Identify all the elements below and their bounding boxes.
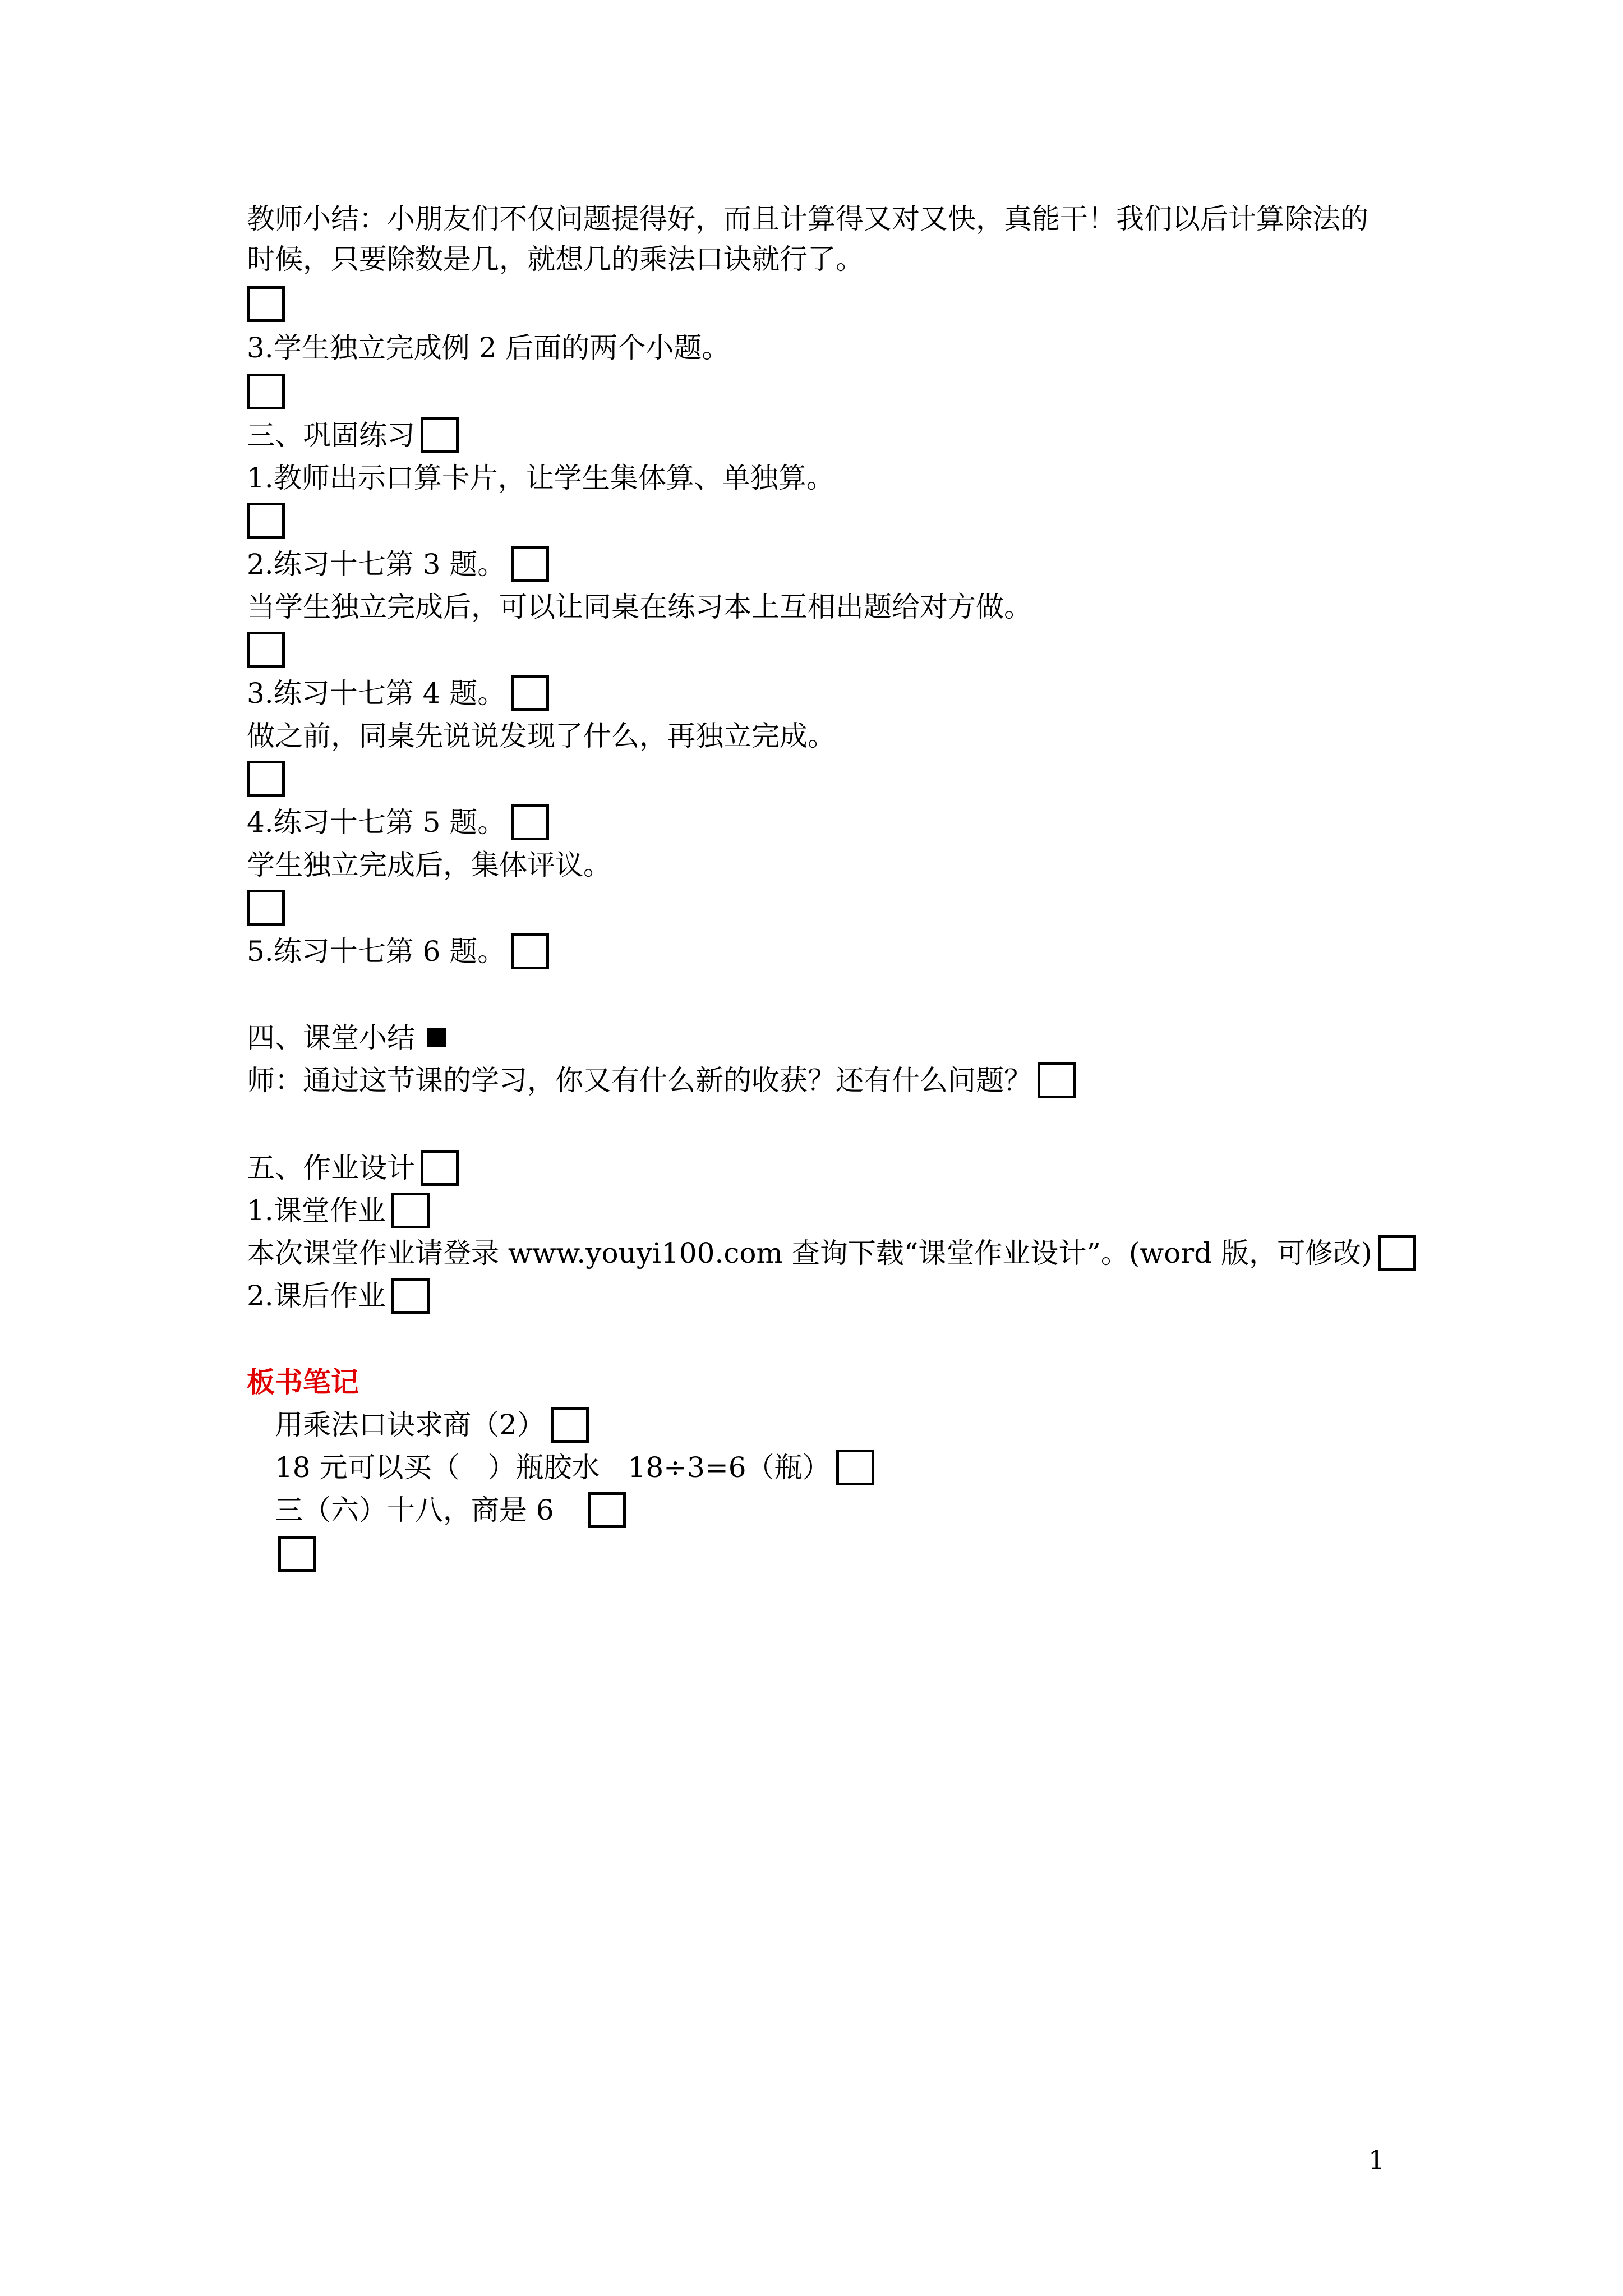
- section-3-heading: [247, 417, 459, 453]
- image-placeholder-box: [1378, 1235, 1416, 1271]
- image-placeholder-box: [247, 632, 285, 668]
- image-placeholder-box: [511, 933, 549, 969]
- section-5-heading: [247, 1150, 459, 1186]
- filled-square-icon: [427, 1028, 446, 1047]
- image-placeholder-box: [421, 1150, 459, 1186]
- practice-3-note: 做之前，同桌先说说发现了什么，再独立完成。: [247, 720, 836, 752]
- board-line-1-text: 用乘法口诀求商（2）: [275, 1409, 545, 1441]
- practice-4-note: 学生独立完成后，集体评议。: [247, 849, 611, 881]
- summary-question-text: 师：通过这节课的学习，你又有什么新的收获？还有什么问题？: [247, 1064, 1032, 1097]
- image-placeholder-box: [247, 374, 285, 409]
- homework-link-text: 本次课堂作业请登录 www.youyi100.com 查询下载“课堂作业设计”。(word 版，可修改): [247, 1237, 1372, 1269]
- image-placeholder-box: [247, 890, 285, 926]
- practice-2-note: 当学生独立完成后，可以让同桌在练习本上互相出题给对方做。: [247, 591, 1032, 623]
- section-5-heading-text: 五、作业设计: [247, 1152, 415, 1184]
- image-placeholder-box: [511, 804, 549, 840]
- summary-question-line: [247, 1062, 1076, 1098]
- image-placeholder-box: [247, 761, 285, 797]
- image-placeholder-box: [391, 1193, 430, 1228]
- image-placeholder-box: [247, 503, 285, 539]
- practice-5-text: 5.练习十七第 6 题。: [247, 935, 506, 968]
- practice-2-line: [247, 546, 549, 582]
- board-line-1: [275, 1407, 589, 1443]
- summary-line-2: 时候，只要除数是几，就想几的乘法口诀就行了。: [247, 243, 864, 275]
- image-placeholder-box: [588, 1492, 626, 1528]
- board-line-2: [275, 1450, 874, 1485]
- practice-4-text: 4.练习十七第 5 题。: [247, 806, 506, 839]
- image-placeholder-box: [247, 286, 285, 322]
- image-placeholder-box: [551, 1407, 589, 1443]
- board-line-2-text: 18 元可以买（ ）瓶胶水 18÷3=6（瓶）: [275, 1451, 831, 1484]
- section-3-heading-text: 三、巩固练习: [247, 419, 415, 452]
- practice-4-line: [247, 804, 549, 840]
- image-placeholder-box: [511, 546, 549, 582]
- homework-1-line: [247, 1193, 430, 1228]
- practice-3-line: [247, 675, 549, 711]
- homework-2-text: 2.课后作业: [247, 1280, 386, 1312]
- homework-1-text: 1.课堂作业: [247, 1194, 386, 1227]
- homework-link-line: [247, 1235, 1416, 1271]
- homework-2-line: [247, 1278, 430, 1314]
- board-line-3-text: 三（六）十八，商是 6: [275, 1494, 554, 1526]
- image-placeholder-box: [836, 1450, 874, 1485]
- practice-5-line: [247, 933, 549, 969]
- section-4-heading-text: 四、课堂小结: [247, 1022, 415, 1054]
- board-notes-heading: 板书笔记: [247, 1365, 359, 1398]
- practice-1-line: 1.教师出示口算卡片，让学生集体算、单独算。: [247, 462, 834, 494]
- board-line-3: [275, 1492, 626, 1528]
- summary-line-1: 教师小结：小朋友们不仅问题提得好，而且计算得又对又快，真能干！我们以后计算除法的: [247, 203, 1368, 235]
- image-placeholder-box: [278, 1536, 316, 1572]
- practice-3-text: 3.练习十七第 4 题。: [247, 677, 506, 710]
- section-4-heading: [247, 1020, 446, 1056]
- step-3-line: 3.学生独立完成例 2 后面的两个小题。: [247, 332, 730, 364]
- page-number: 1: [1368, 2145, 1385, 2175]
- practice-2-text: 2.练习十七第 3 题。: [247, 548, 506, 581]
- image-placeholder-box: [1038, 1062, 1076, 1098]
- image-placeholder-box: [391, 1278, 430, 1314]
- image-placeholder-box: [511, 675, 549, 711]
- image-placeholder-box: [421, 417, 459, 453]
